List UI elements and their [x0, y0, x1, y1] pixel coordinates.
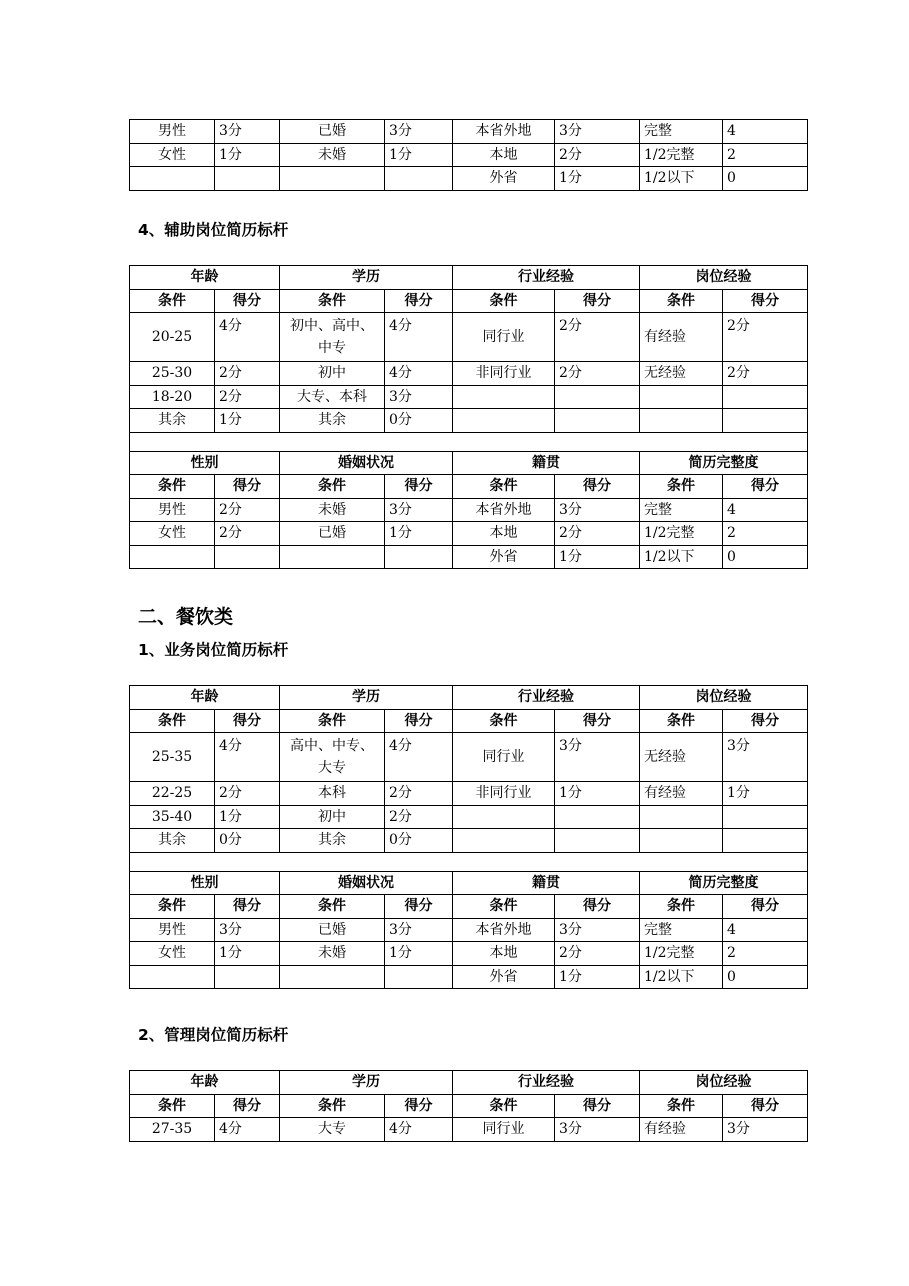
table-cell: 未婚	[280, 498, 385, 522]
table-cell: 其余	[280, 409, 385, 433]
table-cell: 男性	[130, 498, 215, 522]
header-condition: 条件	[130, 475, 215, 499]
table-row	[130, 120, 808, 144]
table-cell: 外省	[453, 167, 555, 191]
table-cell	[723, 409, 808, 433]
table-cell: 1分	[215, 409, 280, 433]
table-cell: 本省外地	[453, 498, 555, 522]
header-score: 得分	[215, 475, 280, 499]
table-cell: 1/2完整	[640, 942, 723, 966]
table-cell: 非同行业	[453, 362, 555, 386]
table-row	[130, 313, 808, 362]
table-cell: 20-25	[130, 313, 215, 362]
table-cell: 4分	[215, 1118, 280, 1142]
business-table	[129, 685, 808, 989]
table-cell: 其余	[130, 829, 215, 853]
header-condition: 条件	[280, 895, 385, 919]
table-cell: 同行业	[453, 313, 555, 362]
table-cell: 3分	[555, 498, 640, 522]
table-cell	[640, 409, 723, 433]
table-cell	[555, 805, 640, 829]
section-heading-business: 1、业务岗位简历标杆	[138, 641, 289, 659]
spacer-cell	[130, 432, 808, 451]
header-condition: 条件	[453, 1094, 555, 1118]
table-cell	[385, 545, 453, 569]
table-cell: 0	[723, 545, 808, 569]
table-cell: 已婚	[280, 522, 385, 546]
manage-table-block	[129, 1070, 807, 1142]
table-cell: 35-40	[130, 805, 215, 829]
manage-table	[129, 1070, 808, 1142]
table-cell: 女性	[130, 522, 215, 546]
table-cell: 完整	[640, 120, 723, 144]
header-score: 得分	[555, 709, 640, 733]
sub-header-row	[130, 709, 808, 733]
table-cell: 3分	[555, 733, 640, 782]
header-education: 学历	[280, 266, 453, 290]
header-group-row	[130, 871, 808, 895]
header-origin: 籍贯	[453, 871, 640, 895]
table-cell	[385, 965, 453, 989]
header-score: 得分	[215, 1094, 280, 1118]
table-cell: 女性	[130, 143, 215, 167]
table-cell: 本地	[453, 942, 555, 966]
table-cell: 4	[723, 120, 808, 144]
header-score: 得分	[723, 1094, 808, 1118]
section-heading-manage: 2、管理岗位简历标杆	[138, 1026, 289, 1044]
table-cell: 3分	[385, 120, 453, 144]
table-cell: 3分	[723, 733, 808, 782]
table-cell: 4	[723, 498, 808, 522]
header-score: 得分	[555, 475, 640, 499]
sub-header-row	[130, 1094, 808, 1118]
table-cell: 2分	[215, 362, 280, 386]
header-score: 得分	[723, 289, 808, 313]
table-cell: 无经验	[640, 362, 723, 386]
table-cell: 2分	[555, 522, 640, 546]
table-cell: 1分	[385, 942, 453, 966]
header-score: 得分	[555, 895, 640, 919]
header-condition: 条件	[453, 289, 555, 313]
header-condition: 条件	[640, 1094, 723, 1118]
table-cell	[555, 409, 640, 433]
table-cell: 2分	[555, 942, 640, 966]
table-cell: 3分	[555, 918, 640, 942]
table-cell: 1分	[215, 942, 280, 966]
table-cell	[130, 545, 215, 569]
table-row	[130, 522, 808, 546]
table-cell: 本省外地	[453, 918, 555, 942]
header-marital: 婚姻状况	[280, 451, 453, 475]
table-cell: 1/2以下	[640, 167, 723, 191]
table-cell: 2分	[555, 313, 640, 362]
header-score: 得分	[555, 1094, 640, 1118]
table-cell: 1分	[723, 782, 808, 806]
table-cell: 4分	[215, 313, 280, 362]
table-cell	[723, 829, 808, 853]
table-row	[130, 1118, 808, 1142]
table-cell	[215, 545, 280, 569]
table-cell: 4分	[215, 733, 280, 782]
aux-table	[129, 265, 808, 569]
table-cell: 1/2以下	[640, 545, 723, 569]
header-gender: 性别	[130, 451, 280, 475]
table-cell: 2分	[215, 385, 280, 409]
table-cell: 4分	[385, 313, 453, 362]
table-cell: 2分	[385, 782, 453, 806]
table-row	[130, 829, 808, 853]
table-cell: 非同行业	[453, 782, 555, 806]
header-condition: 条件	[453, 895, 555, 919]
table-cell: 未婚	[280, 942, 385, 966]
table-cell: 本科	[280, 782, 385, 806]
section-heading-catering: 二、餐饮类	[138, 606, 234, 628]
table-cell: 已婚	[280, 120, 385, 144]
header-post_exp: 岗位经验	[640, 686, 808, 710]
header-group-row	[130, 1071, 808, 1095]
table-cell: 未婚	[280, 143, 385, 167]
table-cell: 有经验	[640, 313, 723, 362]
table-cell: 同行业	[453, 733, 555, 782]
table-cell: 2分	[215, 522, 280, 546]
table-cell: 2分	[723, 362, 808, 386]
table-cell: 2分	[723, 313, 808, 362]
table-cell	[555, 385, 640, 409]
header-group-row	[130, 686, 808, 710]
header-condition: 条件	[640, 289, 723, 313]
table-cell: 27-35	[130, 1118, 215, 1142]
table-cell: 4分	[385, 733, 453, 782]
header-condition: 条件	[130, 895, 215, 919]
header-condition: 条件	[130, 289, 215, 313]
table-cell: 25-35	[130, 733, 215, 782]
table-cell: 本地	[453, 522, 555, 546]
table-cell: 0分	[215, 829, 280, 853]
table-cell: 1分	[555, 965, 640, 989]
table-cell: 25-30	[130, 362, 215, 386]
table-row	[130, 733, 808, 782]
table-cell: 初中、高中、中专	[280, 313, 385, 362]
table-cell: 完整	[640, 918, 723, 942]
table-row	[130, 167, 808, 191]
spacer-row	[130, 852, 808, 871]
table-cell: 2分	[385, 805, 453, 829]
header-score: 得分	[215, 709, 280, 733]
table-cell	[555, 829, 640, 853]
table-row	[130, 498, 808, 522]
header-score: 得分	[215, 895, 280, 919]
table-cell: 3分	[555, 1118, 640, 1142]
sub-header-row	[130, 475, 808, 499]
header-age: 年龄	[130, 266, 280, 290]
table-row	[130, 143, 808, 167]
table-cell	[130, 167, 215, 191]
header-score: 得分	[385, 895, 453, 919]
table-row	[130, 942, 808, 966]
table-cell: 4分	[385, 362, 453, 386]
header-gender: 性别	[130, 871, 280, 895]
header-industry_exp: 行业经验	[453, 686, 640, 710]
table-cell: 3分	[555, 120, 640, 144]
table-cell: 3分	[215, 120, 280, 144]
table-cell: 0分	[385, 829, 453, 853]
table-cell	[280, 545, 385, 569]
table-cell: 3分	[385, 498, 453, 522]
sub-header-row	[130, 895, 808, 919]
header-completeness: 简历完整度	[640, 451, 808, 475]
table-cell: 2	[723, 522, 808, 546]
header-condition: 条件	[640, 709, 723, 733]
header-score: 得分	[385, 289, 453, 313]
aux-table-block	[129, 265, 807, 569]
table-cell: 无经验	[640, 733, 723, 782]
header-score: 得分	[723, 709, 808, 733]
table-cell	[130, 965, 215, 989]
table-cell	[723, 805, 808, 829]
table-cell: 男性	[130, 120, 215, 144]
top-fragment-table	[129, 119, 808, 191]
table-cell	[453, 385, 555, 409]
table-cell: 3分	[385, 918, 453, 942]
table-cell	[640, 805, 723, 829]
header-age: 年龄	[130, 686, 280, 710]
table-cell: 已婚	[280, 918, 385, 942]
table-cell: 同行业	[453, 1118, 555, 1142]
header-age: 年龄	[130, 1071, 280, 1095]
table-cell: 3分	[385, 385, 453, 409]
table-cell: 18-20	[130, 385, 215, 409]
table-row	[130, 545, 808, 569]
header-condition: 条件	[640, 475, 723, 499]
header-condition: 条件	[453, 475, 555, 499]
table-cell: 22-25	[130, 782, 215, 806]
header-group-row	[130, 266, 808, 290]
header-score: 得分	[555, 289, 640, 313]
table-cell: 女性	[130, 942, 215, 966]
header-education: 学历	[280, 1071, 453, 1095]
table-cell	[640, 829, 723, 853]
table-row	[130, 805, 808, 829]
table-cell	[453, 829, 555, 853]
table-cell	[385, 167, 453, 191]
table-row	[130, 965, 808, 989]
header-industry_exp: 行业经验	[453, 1071, 640, 1095]
table-cell: 2	[723, 942, 808, 966]
table-cell: 2分	[215, 498, 280, 522]
table-cell: 本地	[453, 143, 555, 167]
table-row	[130, 918, 808, 942]
header-condition: 条件	[280, 475, 385, 499]
table-row	[130, 385, 808, 409]
header-condition: 条件	[130, 1094, 215, 1118]
header-condition: 条件	[453, 709, 555, 733]
header-condition: 条件	[640, 895, 723, 919]
table-row	[130, 409, 808, 433]
table-cell: 男性	[130, 918, 215, 942]
header-education: 学历	[280, 686, 453, 710]
table-cell	[453, 805, 555, 829]
table-cell	[723, 385, 808, 409]
header-condition: 条件	[280, 709, 385, 733]
top-fragment-table-block	[129, 119, 807, 191]
table-cell: 2分	[555, 143, 640, 167]
table-cell	[453, 409, 555, 433]
table-cell: 0分	[385, 409, 453, 433]
table-cell: 3分	[723, 1118, 808, 1142]
header-score: 得分	[723, 895, 808, 919]
table-cell: 1分	[555, 167, 640, 191]
header-score: 得分	[215, 289, 280, 313]
table-cell: 其余	[130, 409, 215, 433]
table-cell: 初中	[280, 805, 385, 829]
table-cell	[280, 965, 385, 989]
table-cell: 1分	[555, 545, 640, 569]
table-cell: 外省	[453, 965, 555, 989]
table-row	[130, 782, 808, 806]
header-condition: 条件	[280, 1094, 385, 1118]
table-cell	[640, 385, 723, 409]
table-cell: 初中	[280, 362, 385, 386]
sub-header-row	[130, 289, 808, 313]
table-cell: 0	[723, 965, 808, 989]
table-cell: 完整	[640, 498, 723, 522]
table-cell: 4分	[385, 1118, 453, 1142]
spacer-row	[130, 432, 808, 451]
spacer-cell	[130, 852, 808, 871]
table-cell: 1/2完整	[640, 522, 723, 546]
table-cell: 2分	[215, 782, 280, 806]
header-origin: 籍贯	[453, 451, 640, 475]
table-cell: 1分	[215, 805, 280, 829]
table-cell: 1分	[555, 782, 640, 806]
header-group-row	[130, 451, 808, 475]
header-condition: 条件	[130, 709, 215, 733]
table-cell: 4	[723, 918, 808, 942]
table-cell: 有经验	[640, 782, 723, 806]
table-cell: 大专	[280, 1118, 385, 1142]
table-row	[130, 362, 808, 386]
business-table-block	[129, 685, 807, 989]
table-cell	[215, 965, 280, 989]
table-cell: 1分	[385, 522, 453, 546]
header-condition: 条件	[280, 289, 385, 313]
table-cell	[215, 167, 280, 191]
header-marital: 婚姻状况	[280, 871, 453, 895]
table-cell: 3分	[215, 918, 280, 942]
table-cell: 外省	[453, 545, 555, 569]
table-cell	[280, 167, 385, 191]
table-cell: 大专、本科	[280, 385, 385, 409]
table-cell: 1分	[215, 143, 280, 167]
table-cell: 1/2完整	[640, 143, 723, 167]
header-post_exp: 岗位经验	[640, 1071, 808, 1095]
header-industry_exp: 行业经验	[453, 266, 640, 290]
header-score: 得分	[385, 709, 453, 733]
table-cell: 本省外地	[453, 120, 555, 144]
table-cell: 1/2以下	[640, 965, 723, 989]
table-cell: 其余	[280, 829, 385, 853]
header-score: 得分	[385, 1094, 453, 1118]
section-heading-aux: 4、辅助岗位简历标杆	[138, 221, 289, 239]
header-post_exp: 岗位经验	[640, 266, 808, 290]
header-completeness: 简历完整度	[640, 871, 808, 895]
table-cell: 0	[723, 167, 808, 191]
table-cell: 高中、中专、大专	[280, 733, 385, 782]
table-cell: 1分	[385, 143, 453, 167]
table-cell: 有经验	[640, 1118, 723, 1142]
header-score: 得分	[723, 475, 808, 499]
table-cell: 2分	[555, 362, 640, 386]
table-cell: 2	[723, 143, 808, 167]
header-score: 得分	[385, 475, 453, 499]
